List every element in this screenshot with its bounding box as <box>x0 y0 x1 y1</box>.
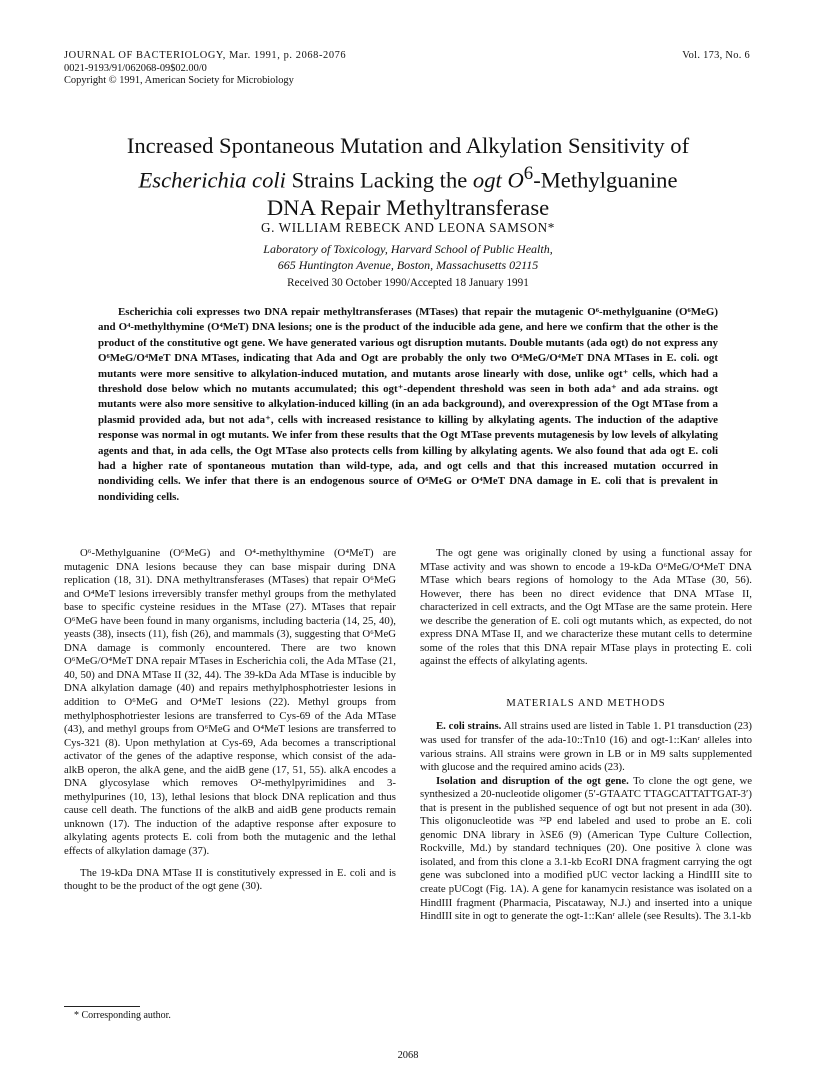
isolation-text: To clone the ogt gene, we synthesized a 20-nucleotide oligomer (5′-GTAATC TTAGCATTATTGAT-3′) that is present in the published sequence of ogt but not present in ada (30). This oligonucleotide was ³²P end labeled and used to probe an E. coli genomic DNA library in λSE6 (9) (American Type Culture Collection, Rockville, Md.) by standard techniques (20). One positive λ clone was isolated, and from this clone a 3.1-kb EcoRI DNA fragment carrying the ogt gene was subcloned into a modified pUC vector lacking a HindIII site to create pUCogt (Fig. 1A). A gene for kanamycin resistance was isolated on a HindIII fragment (Pharmacia, Piscataway, N.J.) and inserted into a unique HindIII site in ogt to generate the ogt-1::Kanʳ allele (see Results). The 3.1-kb <box>420 774 752 923</box>
methods-paragraph-isolation <box>420 775 752 924</box>
title-gene: ogt O <box>472 167 524 193</box>
intro-paragraph-2: The 19-kDa DNA MTase II is constitutively expressed in E. coli and is thought to be the product of the ogt gene (30). <box>64 866 396 893</box>
footnote-rule <box>64 1006 140 1007</box>
intro-paragraph-3: The ogt gene was originally cloned by using a functional assay for MTase activity and was shown to encode a 19-kDa O⁶MeG/O⁴MeT DNA MTase which bears regions of homology to the Ada MTase (30, 56). However, there has been no direct evidence that DNA MTase II, characterized in cell extracts, and the Ogt MTase are the same protein. Here we describe the generation of E. coli ogt mutants which, as expected, do not express DNA MTase II, and we characterize these mutant cells to determine some of the roles that this DNA repair MTase plays in protecting E. coli against the effects of alkylating agents. <box>420 547 752 668</box>
journal-citation: JOURNAL OF BACTERIOLOGY, Mar. 1991, p. 2068-2076 <box>64 50 347 61</box>
intro-paragraph-1: O⁶-Methylguanine (O⁶MeG) and O⁴-methylthymine (O⁴MeT) are mutagenic DNA lesions because they can base mispair during DNA replication (18, 31). DNA methyltransferases (MTases) that repair O⁶MeG and O⁴MeT lesions irreversibly transfer methyl groups from the methylated base to specific cysteine residues in the MTase (27). MTases that repair O⁶MeG have been found in many organisms, including bacteria (14, 25, 40), yeasts (38), insects (11), fish (26), and mammals (3), suggesting that O⁶MeG DNA damage is commonly encountered. There are two known O⁶MeG/O⁴MeT DNA repair MTases in Escherichia coli, the Ada MTase (21, 40, 50) and DNA MTase II (32, 44). The 39-kDa Ada MTase is inducible by DNA alkylation damage (40) and repairs methylphosphotriester lesions in addition to O⁶MeG and O⁴MeT lesions (22). Methyl groups from methylphosphotriester lesions are transferred to Cys-69 of the Ada MTase (43), and methyl groups from O⁶MeG and O⁴MeT lesions are transferred to Cys-321 (8). Upon methylation at Cys-69, Ada becomes a transcriptional activator of the genes of the adaptive response, which consist of the ada-alkB operon, the alkA gene, and the aidB gene (17, 51, 55). alkA encodes a DNA glycosylase which removes O²-methylpyrimidines and 3-methylpurines (10, 13), lethal lesions that block DNA replication and thus cause cell death. The functions of the alkB and aidB gene products remain unknown (17). The induction of the adaptive response after exposure to alkylating agents protects E. coli from both the mutagenic and the lethal effects of alkylation damage (37). <box>64 547 396 858</box>
left-column <box>64 547 396 894</box>
title-line-1: Increased Spontaneous Mutation and Alkylation Sensitivity of <box>126 133 690 158</box>
section-heading-methods: MATERIALS AND METHODS <box>506 697 666 709</box>
author-list: G. WILLIAM REBECK AND LEONA SAMSON* <box>260 220 556 235</box>
article-title <box>60 132 756 221</box>
methods-paragraph-strains <box>420 720 752 774</box>
article-code: 0021-9193/91/062068-09$02.00/0 <box>64 62 207 74</box>
run-in-heading-isolation: Isolation and disruption of the ogt gene. <box>436 774 629 787</box>
title-organism: Escherichia coli <box>138 167 286 193</box>
title-line-2-text: Strains Lacking the <box>285 167 473 193</box>
journal-header <box>64 50 484 88</box>
strains-text: All strains used are listed in Table 1. P1 transduction (23) was used for transfer of the ada-10::Tn10 (16) and ogt-1::Kanʳ alleles into various strains. All strains were grown in LB or in M9 salts supplemented with glucose and the required amino acids (23). <box>420 720 752 774</box>
affiliation-line-2: 665 Huntington Avenue, Boston, Massachusetts 02115 <box>277 258 539 272</box>
affiliation-line-1: Laboratory of Toxicology, Harvard School of Public Health, <box>263 242 553 256</box>
title-line-2-end: -Methylguanine <box>533 167 678 193</box>
title-superscript: 6 <box>523 162 534 184</box>
affiliation <box>60 241 756 273</box>
copyright-line: Copyright © 1991, American Society for Microbiology <box>64 75 294 87</box>
run-in-heading-strains: E. coli strains. <box>436 720 502 733</box>
received-dates: Received 30 October 1990/Accepted 18 January 1991 <box>287 277 529 289</box>
page-number: 2068 <box>397 1050 419 1061</box>
abstract: Escherichia coli expresses two DNA repair methyltransferases (MTases) that repair the mutagenic O⁶-methylguanine (O⁶MeG) and O⁴-methylthymine (O⁴MeT) DNA lesions; one is the product of the inducible ada gene, and here we confirm that the other is the product of the constitutive ogt gene. We have generated various ogt disruption mutants. Double mutants (ada ogt) do not express any O⁶MeG/O⁴MeT DNA MTases, indicating that Ada and Ogt are probably the only two O⁶MeG/O⁴MeT DNA MTases in E. coli. ogt mutants were more sensitive to alkylation-induced mutation, and mutants arose linearly with dose, unlike ogt⁺ cells, which had a threshold dose below which no mutants accumulated; this ogt⁺-dependent threshold was seen in both ada⁺ and ada strains. ogt mutants were also more sensitive to alkylation-induced killing (in an ada background), and overexpression of the Ogt MTase from a plasmid provided ada, but not ada⁺, cells with increased resistance to killing by alkylating agents. The induction of the adaptive response was normal in ogt mutants. We infer from these results that the Ogt MTase prevents mutagenesis by low levels of alkylating agents and that, in ada cells, the Ogt MTase also protects cells from killing by alkylating agents. We also found that ada ogt E. coli had a higher rate of spontaneous mutation than wild-type, ada, and ogt cells and that this increased mutation occurred in nondividing cells. We infer that there is an endogenous source of O⁶MeG or O⁴MeT DNA damage in E. coli that is prevalent in nondividing cells. <box>98 306 718 503</box>
volume-issue: Vol. 173, No. 6 <box>682 50 750 61</box>
footnote: * Corresponding author. <box>74 1010 171 1021</box>
right-column <box>420 547 752 924</box>
title-line-3: DNA Repair Methyltransferase <box>266 194 550 220</box>
